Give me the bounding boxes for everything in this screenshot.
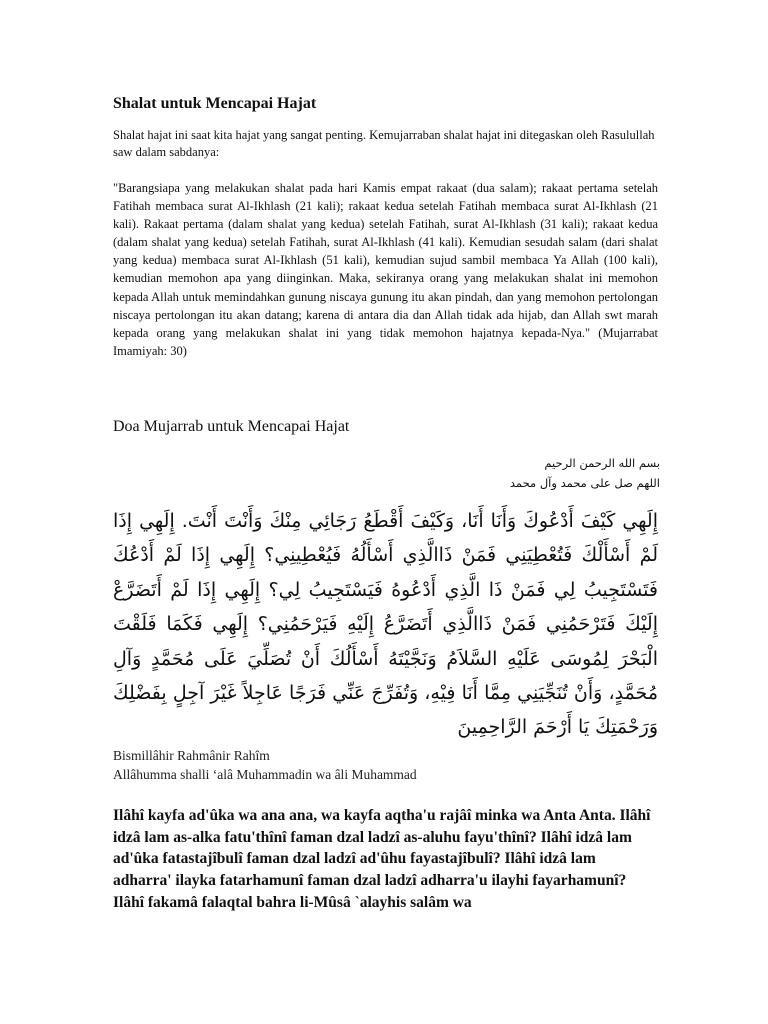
section-title-doa-mujarrab: Doa Mujarrab untuk Mencapai Hajat <box>113 418 350 435</box>
intro-paragraph: Shalat hajat ini saat kita hajat yang sangat penting. Kemujarraban shalat hajat ini ditegaskan oleh Rasulullah saw dalam sabdanya: <box>113 128 655 159</box>
section-title-shalat-hajat: Shalat untuk Mencapai Hajat <box>113 95 317 112</box>
arabic-basmala: بسم الله الرحمن الرحيم <box>544 456 660 470</box>
translit-basmala: Bismillâhir Rahmânir Rahîm <box>113 748 270 763</box>
latin-doa-text: Ilâhî kayfa ad'ûka wa ana ana, wa kayfa aqtha'u rajâî minka wa Anta Anta. Ilâhî idzâ lam as-alka fatu'thînî faman dzal ladzî as-aluhu fayu'thînî? Ilâhî idzâ lam ad'ûka fatastajîbulî faman dzal ladzî ad'ûhu fayastajîbulî? Ilâhî idzâ lam adharra' ilayka fatarhamunî faman dzal ladzî adharra'u ilayhi fayarhamunî? Ilâhî fakamâ falaqtal bahra li-Mûsâ `alayhis salâm wa <box>113 807 651 911</box>
translit-salawat: Allâhumma shalli ‘alâ Muhammadin wa âli Muhammad <box>113 767 417 782</box>
arabic-opening <box>115 453 660 493</box>
hadith-paragraph: "Barangsiapa yang melakukan shalat pada hari Kamis empat rakaat (dua salam); rakaat pertama setelah Fatihah membaca surat Al-Ikhlash (21 kali); rakaat kedua setelah Fatihah membaca surat Al-Ikhlash (21 kali). Rakaat pertama (dalam shalat yang kedua) setelah Fatihah, surat Al-Ikhlash (31 kali); rakaat kedua (dalam shalat yang kedua) setelah Fatihah, surat Al-Ikhlash (41 kali). Kemudian sesudah salam (dari shalat yang kedua) membaca surat Al-Ikhlash (51 kali), kemudian sujud sambil membaca Ya Allah (100 kali), kemudian memohon apa yang diinginkan. Maka, sekiranya orang yang melakukan shalat ini memohon kepada Allah untuk memindahkan gunung niscaya gunung itu akan pindah, dan yang memohon pertolongan niscaya pertolongan itu akan datang; karena di antara dia dan Allah tidak ada hijab, dan Allah swt marah kepada orang yang melakukan shalat ini yang tidak memohon hajatnya kepada-Nya." (Mujarrabat Imamiyah: 30) <box>113 181 658 358</box>
transliteration-opening <box>113 746 658 784</box>
arabic-salawat: اللهم صل على محمد وآل محمد <box>509 476 660 490</box>
arabic-doa-text: إِلَهِي كَيْفَ أَدْعُوكَ وَأَنَا أَنَا، وَكَيْفَ أَقْطَعُ رَجَائِي مِنْكَ وَأَنْتَ أَنْتَ. إِلَهِي إِذَا لَمْ أَسْأَلْكَ فَتُعْطِيَنِي فَمَنْ ذَاالَّذِي أَسْأَلُهُ فَيُعْطِينِي؟ إِلَهِي إِذَا لَمْ أَدْعُكَ فَتَسْتَجِيبُ لِي فَمَنْ ذَا الَّذِي أَدْعُوهُ فَيَسْتَجِيبُ لِي؟ إِلَهِي إِذَا لَمْ أَتَضَرَّعْ إِلَيْكَ فَتَرْحَمُنِي فَمَنْ ذَاالَّذِي أَتَضَرَّعُ إِلَيْهِ فَيَرْحَمُنِي؟ إِلَهِي فَكَمَا فَلَقْتَ الْبَحْرَ لِمُوسَى عَلَيْهِ السَّلاَمُ وَنَجَّيْتَهُ أَسْأَلُكَ أَنْ تُصَلِّيَ عَلَى مُحَمَّدٍ وَآلِ مُحَمَّدٍ، وَأَنْ تُنَجِّيَنِي مِمَّا أَنَا فِيْهِ، وَتُفَرِّجَ عَنِّي فَرَجًا عَاجِلاً غَيْرَ آجِلٍ بِفَضْلِكَ وَرَحْمَتِكَ يَا أَرْحَمَ الرَّاحِمِينَ <box>113 510 658 739</box>
